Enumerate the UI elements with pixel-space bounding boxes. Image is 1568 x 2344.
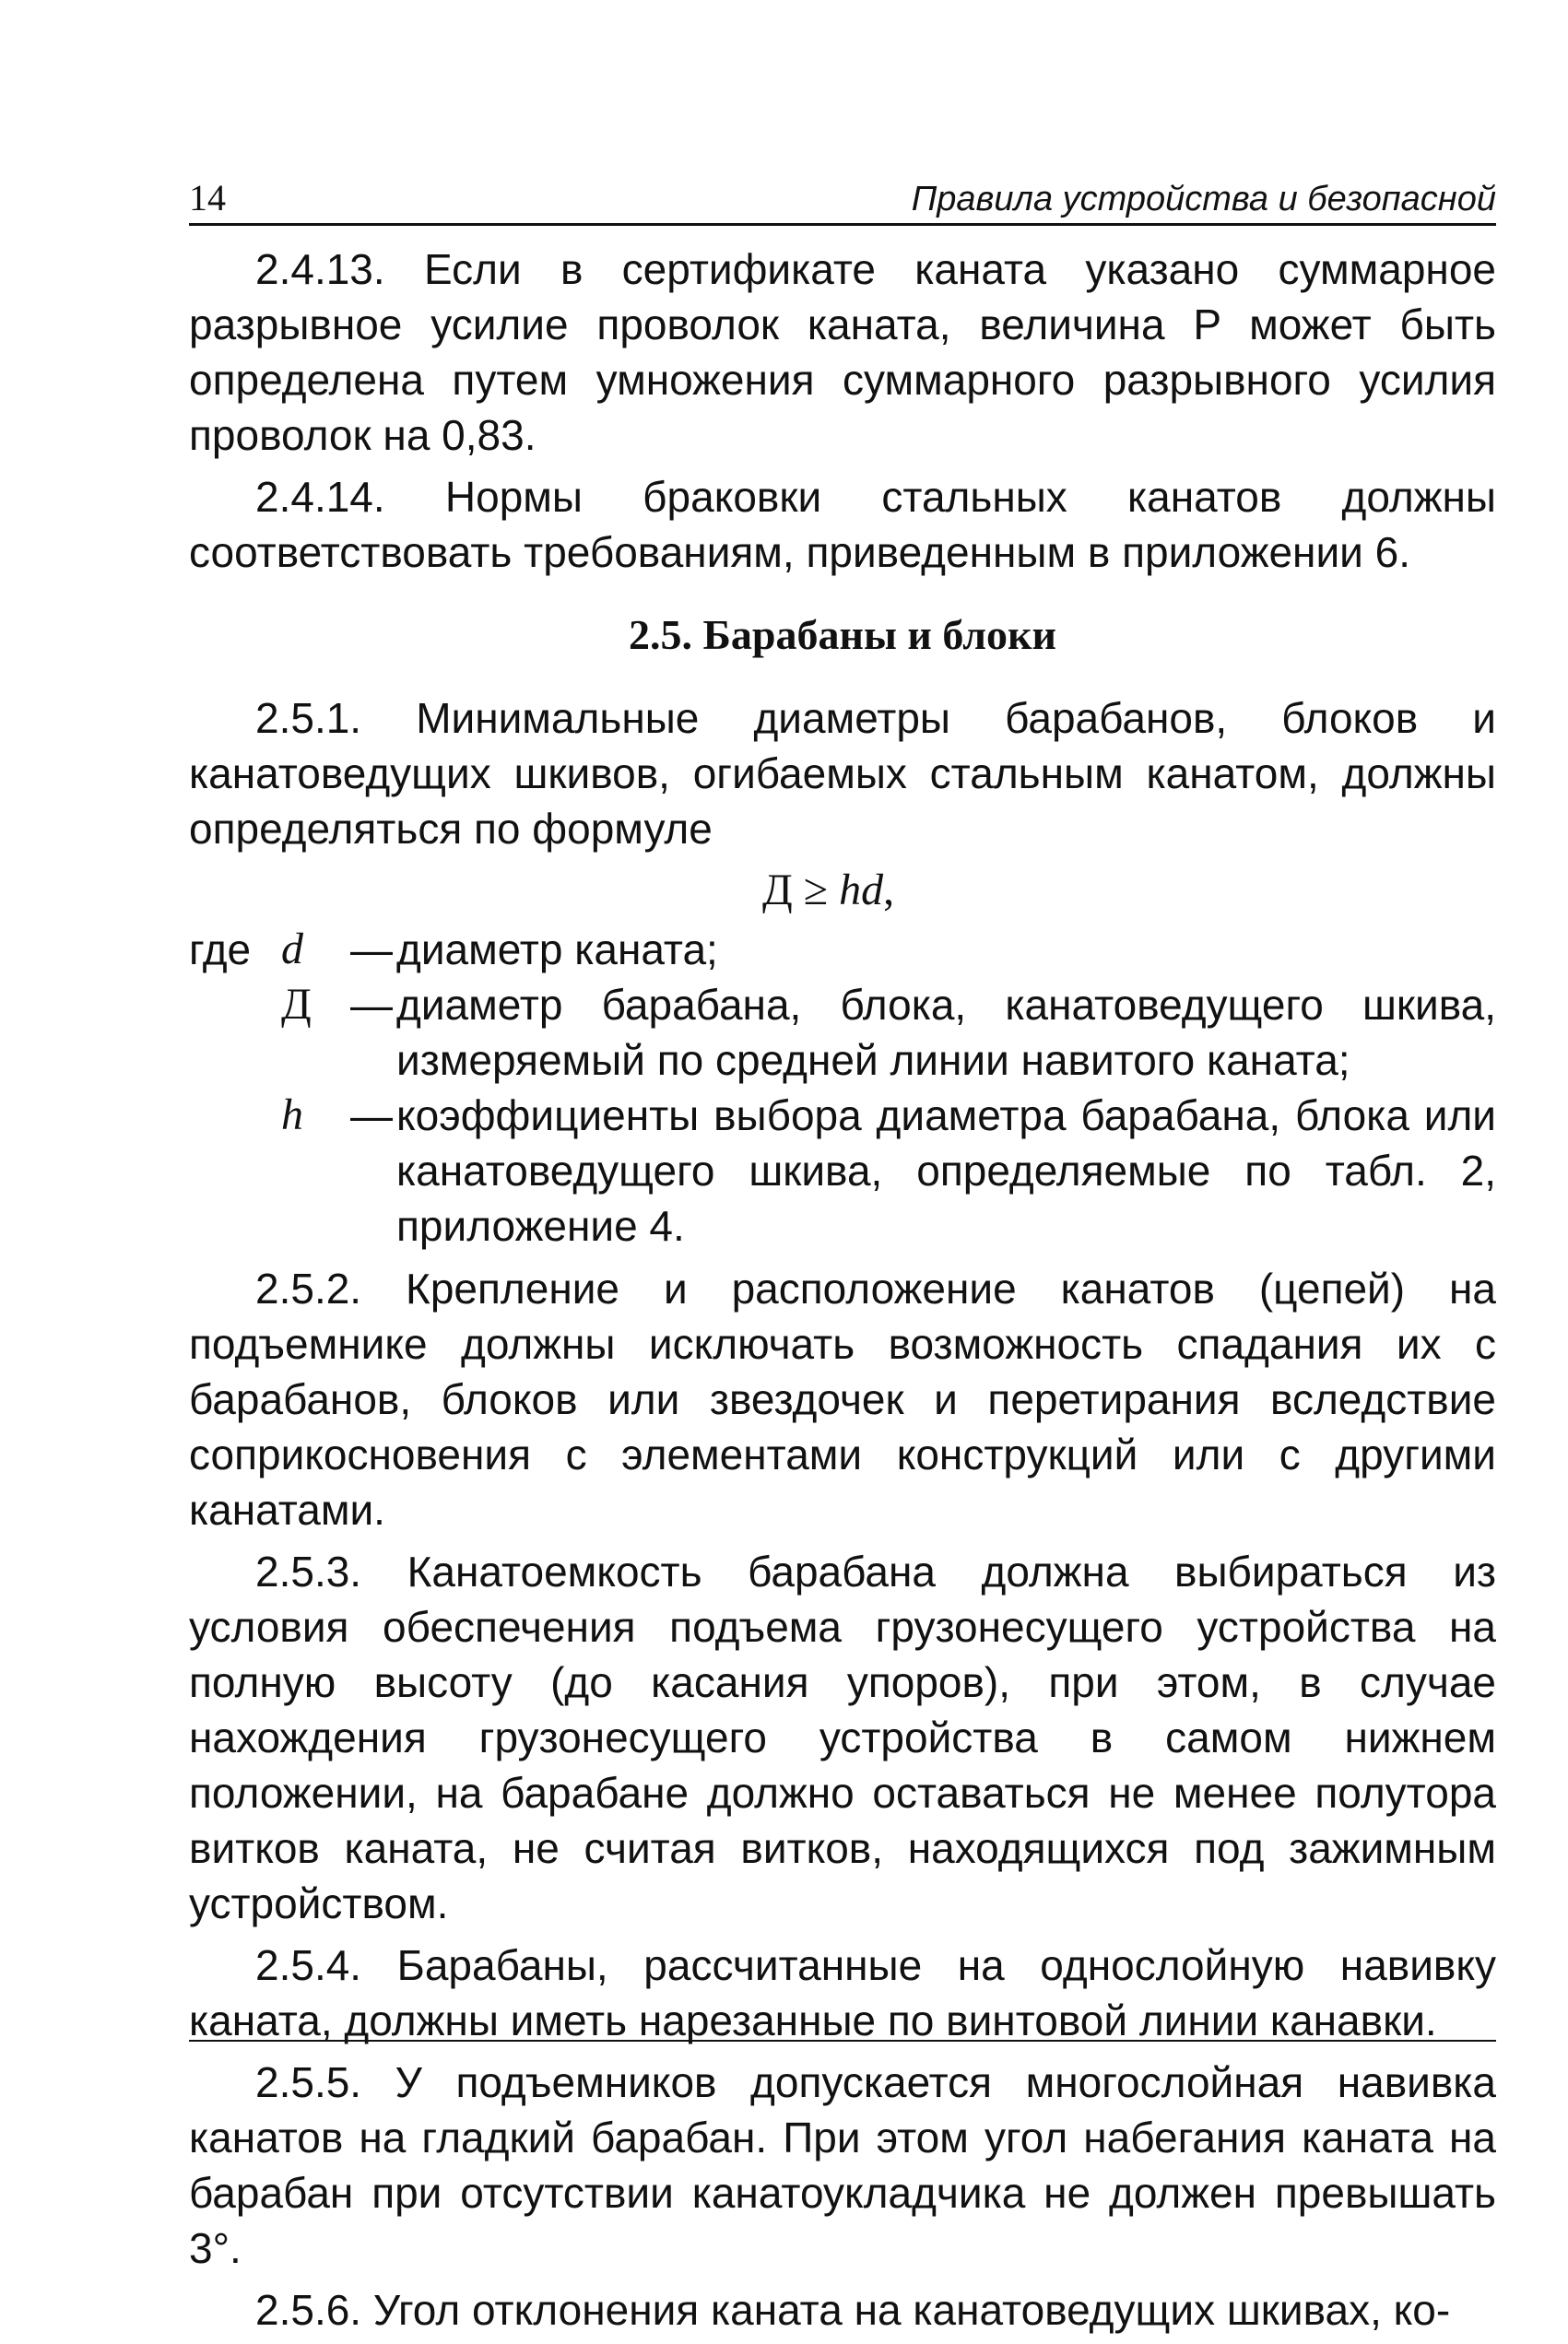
definition-symbol: Д [281,980,312,1029]
definition-dash: — [350,925,393,973]
paragraph-2-4-13: 2.4.13. Если в сертификате каната указано суммарное разрывное усилие проволок каната, величина P может быть определена путем умножения суммарного разрывного усилия проволок на 0,83. [189,245,1496,459]
definition-text: диаметр барабана, блока, канатоведущего шкива, измеряемый по средней линии навитого каната; [396,981,1496,1084]
formula-rhs: hd [839,866,884,914]
page-number: 14 [189,177,226,218]
body-text [189,241,1496,2344]
definition-text: диаметр каната; [396,925,718,973]
definition-symbol: h [281,1090,303,1139]
definition-item [189,1088,1496,1254]
definition-symbol: d [281,925,303,973]
definition-dash: — [350,1091,393,1139]
paragraph-2-5-4: 2.5.4. Барабаны, рассчитанные на однослойную навивку каната, должны иметь нарезанные по винтовой линии канавки. [189,1941,1496,2044]
paragraph-2-5-2: 2.5.2. Крепление и расположение канатов (цепей) на подъемнике должны исключать возможность спадания их с барабанов, блоков или звездочек и перетирания вследствие соприкосновения с элементами конструкций или с другими канатами. [189,1265,1496,1534]
section-heading: 2.5. Барабаны и блоки [628,611,1057,658]
paragraph-2-5-6: 2.5.6. Угол отклонения каната на канатоведущих шкивах, ко- [255,2286,1451,2334]
definition-text: коэффициенты выбора диаметра барабана, блока или канатоведущего шкива, определяемые по табл. 2, приложение 4. [396,1091,1496,1250]
formula-tail: , [883,866,895,914]
paragraph-2-5-1: 2.5.1. Минимальные диаметры барабанов, блоков и канатоведущих шкивов, огибаемых стальным канатом, должны определяться по формуле [189,694,1496,853]
page-header [189,170,1496,226]
paragraph-2-5-3: 2.5.3. Канатоемкость барабана должна выбираться из условия обеспечения подъема грузонесущего устройства на полную высоту (до касания упоров), при этом, в случае нахождения грузонесущего устройства в самом нижнем положении, на барабане должно оставаться не менее полутора витков каната, не считая витков, находящихся под зажимным устройством. [189,1548,1496,1927]
formula-lhs: Д ≥ [762,866,840,914]
running-title: Правила устройства и безопасной [911,180,1496,218]
footer-rule [189,2040,1496,2042]
formula [189,863,1496,918]
definitions-list [189,922,1496,1254]
paragraph-2-5-5: 2.5.5. У подъемников допускается многослойная навивка канатов на гладкий барабан. При этом угол набегания каната на барабан при отсутствии канатоукладчика не должен превышать 3°. [189,2058,1496,2272]
definition-lead: где [189,925,252,973]
definition-dash: — [350,981,393,1029]
definition-item [189,922,1496,977]
definition-item [189,977,1496,1088]
paragraph-2-4-14: 2.4.14. Нормы браковки стальных канатов должны соответствовать требованиям, приведенным в приложении 6. [189,473,1496,576]
